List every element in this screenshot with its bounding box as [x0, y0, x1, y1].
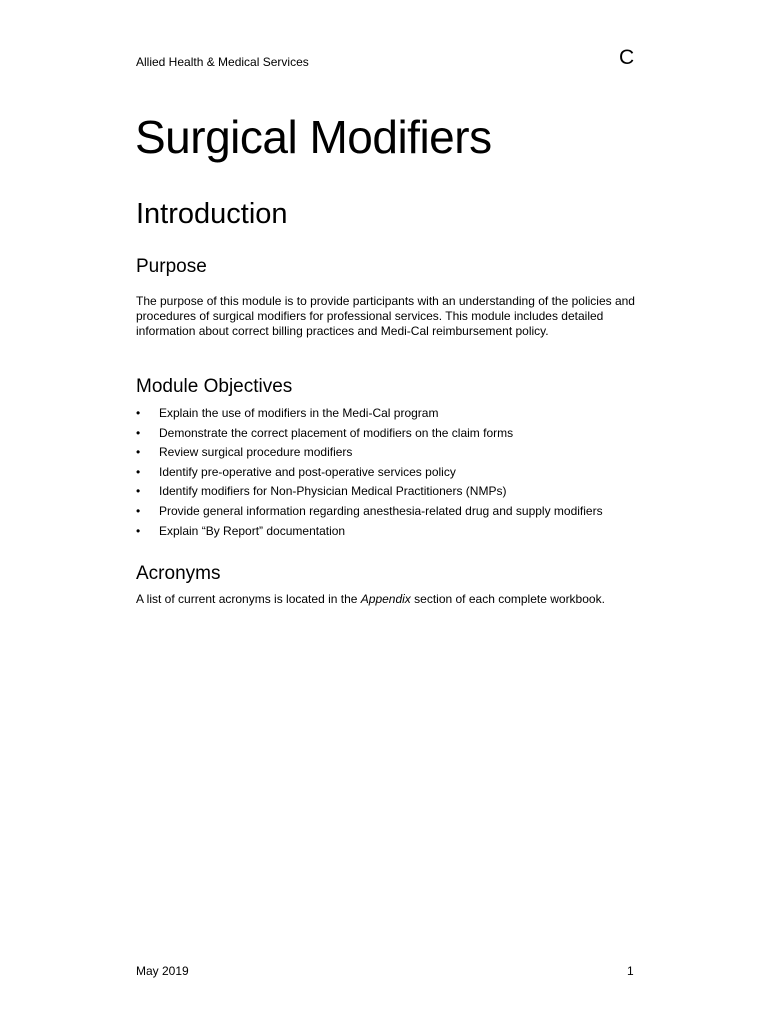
list-item: [136, 406, 603, 426]
bullet-icon: •: [136, 425, 141, 440]
acronyms-heading: Acronyms: [136, 563, 221, 584]
objective-text: Review surgical procedure modifiers: [159, 445, 353, 460]
objective-text: Identify modifiers for Non-Physician Medical Practitioners (NMPs): [159, 484, 507, 499]
running-header: Allied Health & Medical Services: [136, 55, 309, 69]
bullet-icon: •: [136, 406, 141, 420]
bullet-icon: •: [136, 464, 141, 479]
footer-date: May 2019: [136, 964, 189, 978]
objective-text: Identify pre-operative and post-operative services policy: [159, 464, 456, 479]
section-letter: C: [619, 46, 635, 69]
bullet-icon: •: [136, 484, 141, 499]
objective-text: Explain the use of modifiers in the Medi-Cal program: [159, 406, 439, 420]
page-title: Surgical Modifiers: [135, 111, 492, 163]
bullet-icon: •: [136, 523, 141, 538]
objective-text: Demonstrate the correct placement of modifiers on the claim forms: [159, 425, 514, 440]
acronyms-text-start: A list of current acronyms is located in the: [136, 592, 361, 606]
acronyms-paragraph: [136, 592, 656, 607]
acronyms-text-end: section of each complete workbook.: [410, 592, 605, 606]
list-item: [136, 465, 603, 485]
list-item: [136, 484, 603, 504]
purpose-heading: Purpose: [136, 256, 207, 277]
list-item: [136, 426, 603, 446]
section-heading: Introduction: [136, 198, 288, 230]
page-number: 1: [627, 964, 634, 978]
objective-text: Provide general information regarding anesthesia-related drug and supply modifiers: [159, 503, 603, 518]
objective-text: Explain “By Report” documentation: [159, 523, 346, 538]
list-item: [136, 524, 603, 544]
list-item: [136, 504, 603, 524]
appendix-reference: Appendix: [360, 592, 411, 606]
objectives-list: [136, 406, 603, 543]
objectives-heading: Module Objectives: [136, 376, 293, 397]
purpose-paragraph: The purpose of this module is to provide participants with an understanding of the policies and procedures of surgical modifiers for professional services. This module includes detailed information about correct billing practices and Medi-Cal reimbursement policy.: [136, 294, 635, 338]
bullet-icon: •: [136, 445, 141, 460]
bullet-icon: •: [136, 503, 141, 518]
list-item: [136, 445, 603, 465]
